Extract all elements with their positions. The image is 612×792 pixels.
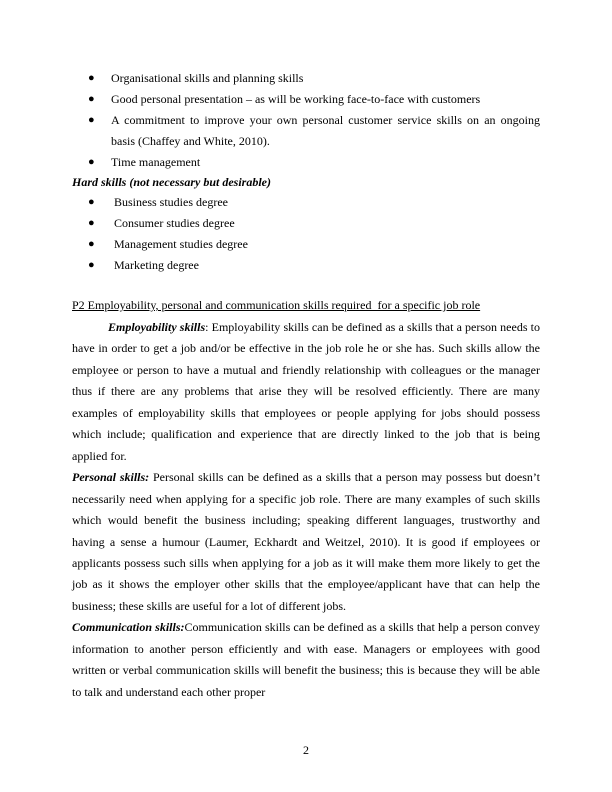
section-heading: P2 Employability, personal and communication skills required for a specific job role <box>72 298 481 312</box>
list-item-text: Organisational skills and planning skills <box>111 71 304 85</box>
list-item-text: Time management <box>111 155 201 169</box>
list-item <box>88 234 540 255</box>
list-item <box>88 68 540 89</box>
body-text <box>72 317 540 703</box>
employability-paragraph <box>72 317 540 467</box>
list-item <box>88 192 540 213</box>
employability-label: Employability skills <box>108 320 206 334</box>
bullet-icon: ● <box>88 114 95 126</box>
page-number: 2 <box>303 743 309 757</box>
bullet-icon: ● <box>88 238 95 250</box>
skills-bullet-list <box>88 68 540 173</box>
list-item <box>88 89 540 110</box>
list-item-text: Business studies degree <box>114 195 228 209</box>
list-item <box>88 110 540 152</box>
list-item-text: A commitment to improve your own personal customer service skills on an ongoing basis (Chaffey and White, 2010). <box>111 113 540 148</box>
communication-paragraph <box>72 617 540 703</box>
list-item-text: Marketing degree <box>114 258 199 272</box>
list-item <box>88 152 540 173</box>
communication-label: Communication skills: <box>72 620 185 635</box>
employability-text: : Employability skills can be defined as a skills that a person needs to have in order to get a job and/or be effective in the job role he or she has. Such skills allow the employee or person to have a mutual and friendly relationship with colleagues or the manager thus if there are any problems that arise they will be resolved efficiently. There are many examples of employability skills that employees or people applying for jobs should possess which include; qualification and experience that are directly linked to the job that is being applied for. <box>72 320 540 463</box>
bullet-icon: ● <box>88 196 95 208</box>
list-item <box>88 255 540 276</box>
personal-text: Personal skills can be defined as a skills that a person may possess but doesn’t necessarily need when applying for a specific job role. There are many examples of such skills which would benefit the business including; speaking different languages, trustworthy and having a sense a humour (Laumer, Eckhardt and Weitzel, 2010). It is good if employees or applicants possess such sills when applying for a job as it will make them more likely to get the job as it shows the employer other skills that the employee/applicant have that can help the business; these skills are useful for a lot of different jobs. <box>72 470 540 613</box>
communication-text: Communication skills can be defined as a skills that help a person convey information to another person efficiently and with ease. Managers or employees with good written or verbal communication skills will benefit the business; this is because they will be able to talk and understand each other proper <box>72 620 541 699</box>
bullet-icon: ● <box>88 93 95 105</box>
personal-label: Personal skills: <box>72 470 150 485</box>
list-item-text: Management studies degree <box>114 237 248 251</box>
bullet-icon: ● <box>88 217 95 229</box>
personal-paragraph <box>72 467 540 617</box>
bullet-icon: ● <box>88 72 95 84</box>
bullet-icon: ● <box>88 259 95 271</box>
list-item <box>88 213 540 234</box>
hard-skills-bullet-list <box>88 192 540 276</box>
bullet-icon: ● <box>88 156 95 168</box>
list-item-text: Good personal presentation – as will be working face-to-face with customers <box>111 92 481 106</box>
hard-skills-heading: Hard skills (not necessary but desirable) <box>72 175 272 189</box>
list-item-text: Consumer studies degree <box>114 216 235 230</box>
